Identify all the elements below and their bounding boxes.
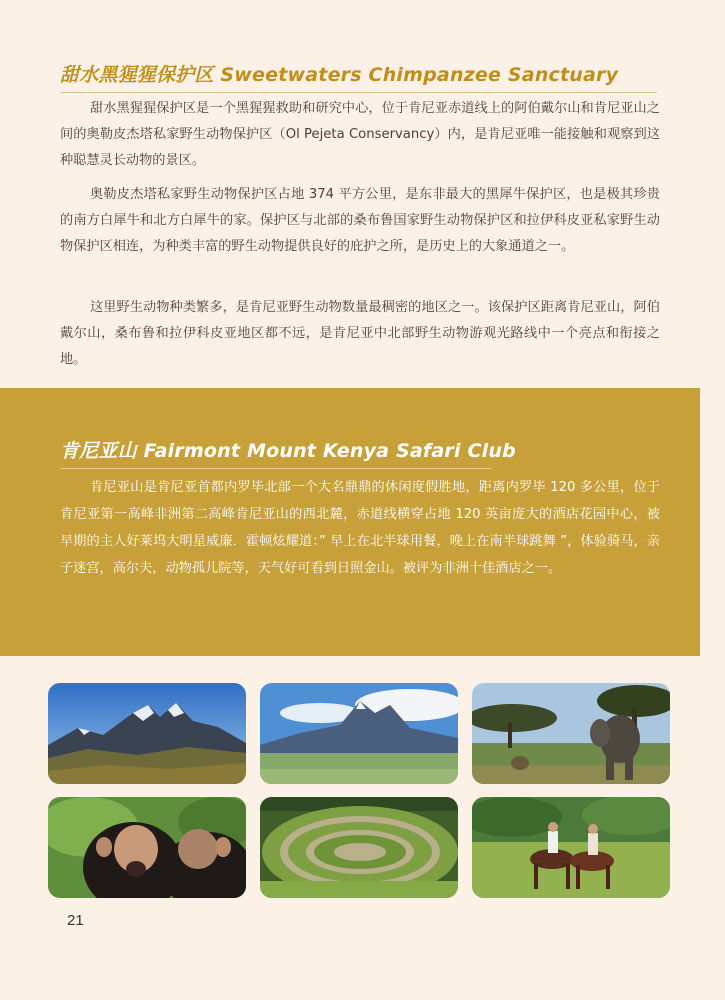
elephant-photo [472,683,670,784]
section-title: 甜水黑猩猩保护区 Sweetwaters Chimpanzee Sanctuary [60,64,619,86]
mount-kenya-section [0,388,700,656]
horse-riding-photo [472,797,670,898]
hedge-maze-photo [260,797,458,898]
sweetwaters-section [0,0,725,388]
section-title: 肯尼亚山 Fairmont Mount Kenya Safari Club [60,440,516,462]
paragraph: 肯尼亚山是肯尼亚首都内罗毕北部一个大名鼎鼎的休闲度假胜地，距离内罗毕 120 多公里，位于肯尼亚第一高峰非洲第二高峰肯尼亚山的西北麓，赤道线横穿占地 120 英亩庞大的酒店花园中心，被早期的主人好莱坞大明星威廉．霍顿炫耀道：” 早上在北半球用餐，晚上在南半球跳舞 ”，体验骑马，亲子迷宫，高尔夫，动物孤儿院等，天气好可看到日照金山。被评为非洲十佳酒店之一。 [60,480,660,576]
mountain-peaks-photo [48,683,246,784]
title-divider [60,468,492,469]
page-number: 21 [67,912,84,929]
title-divider [60,92,657,93]
paragraph: 奥勒皮杰塔私家野生动物保护区占地 374 平方公里，是东非最大的黑犀牛保护区，也是极其珍贵的南方白犀牛和北方白犀牛的家。保护区与北部的桑布鲁国家野生动物保护区和拉伊科皮亚私家野生动物保护区相连，为种类丰富的野生动物提供良好的庇护之所，是历史上的大象通道之一。 [60,187,660,254]
paragraph: 甜水黑猩猩保护区是一个黑猩猩救助和研究中心，位于肯尼亚赤道线上的阿伯戴尔山和肯尼亚山之间的奥勒皮杰塔私家野生动物保护区（Ol Pejeta Conservancy）内，是肯尼亚唯一能接触和观察到这种聪慧灵长动物的景区。 [60,101,660,168]
mount-kenya-photo [260,683,458,784]
paragraph: 这里野生动物种类繁多，是肯尼亚野生动物数量最稠密的地区之一。该保护区距离肯尼亚山，阿伯戴尔山，桑布鲁和拉伊科皮亚地区都不远，是肯尼亚中北部野生动物游观光路线中一个亮点和衔接之地。 [60,300,660,367]
chimpanzees-photo [48,797,246,898]
